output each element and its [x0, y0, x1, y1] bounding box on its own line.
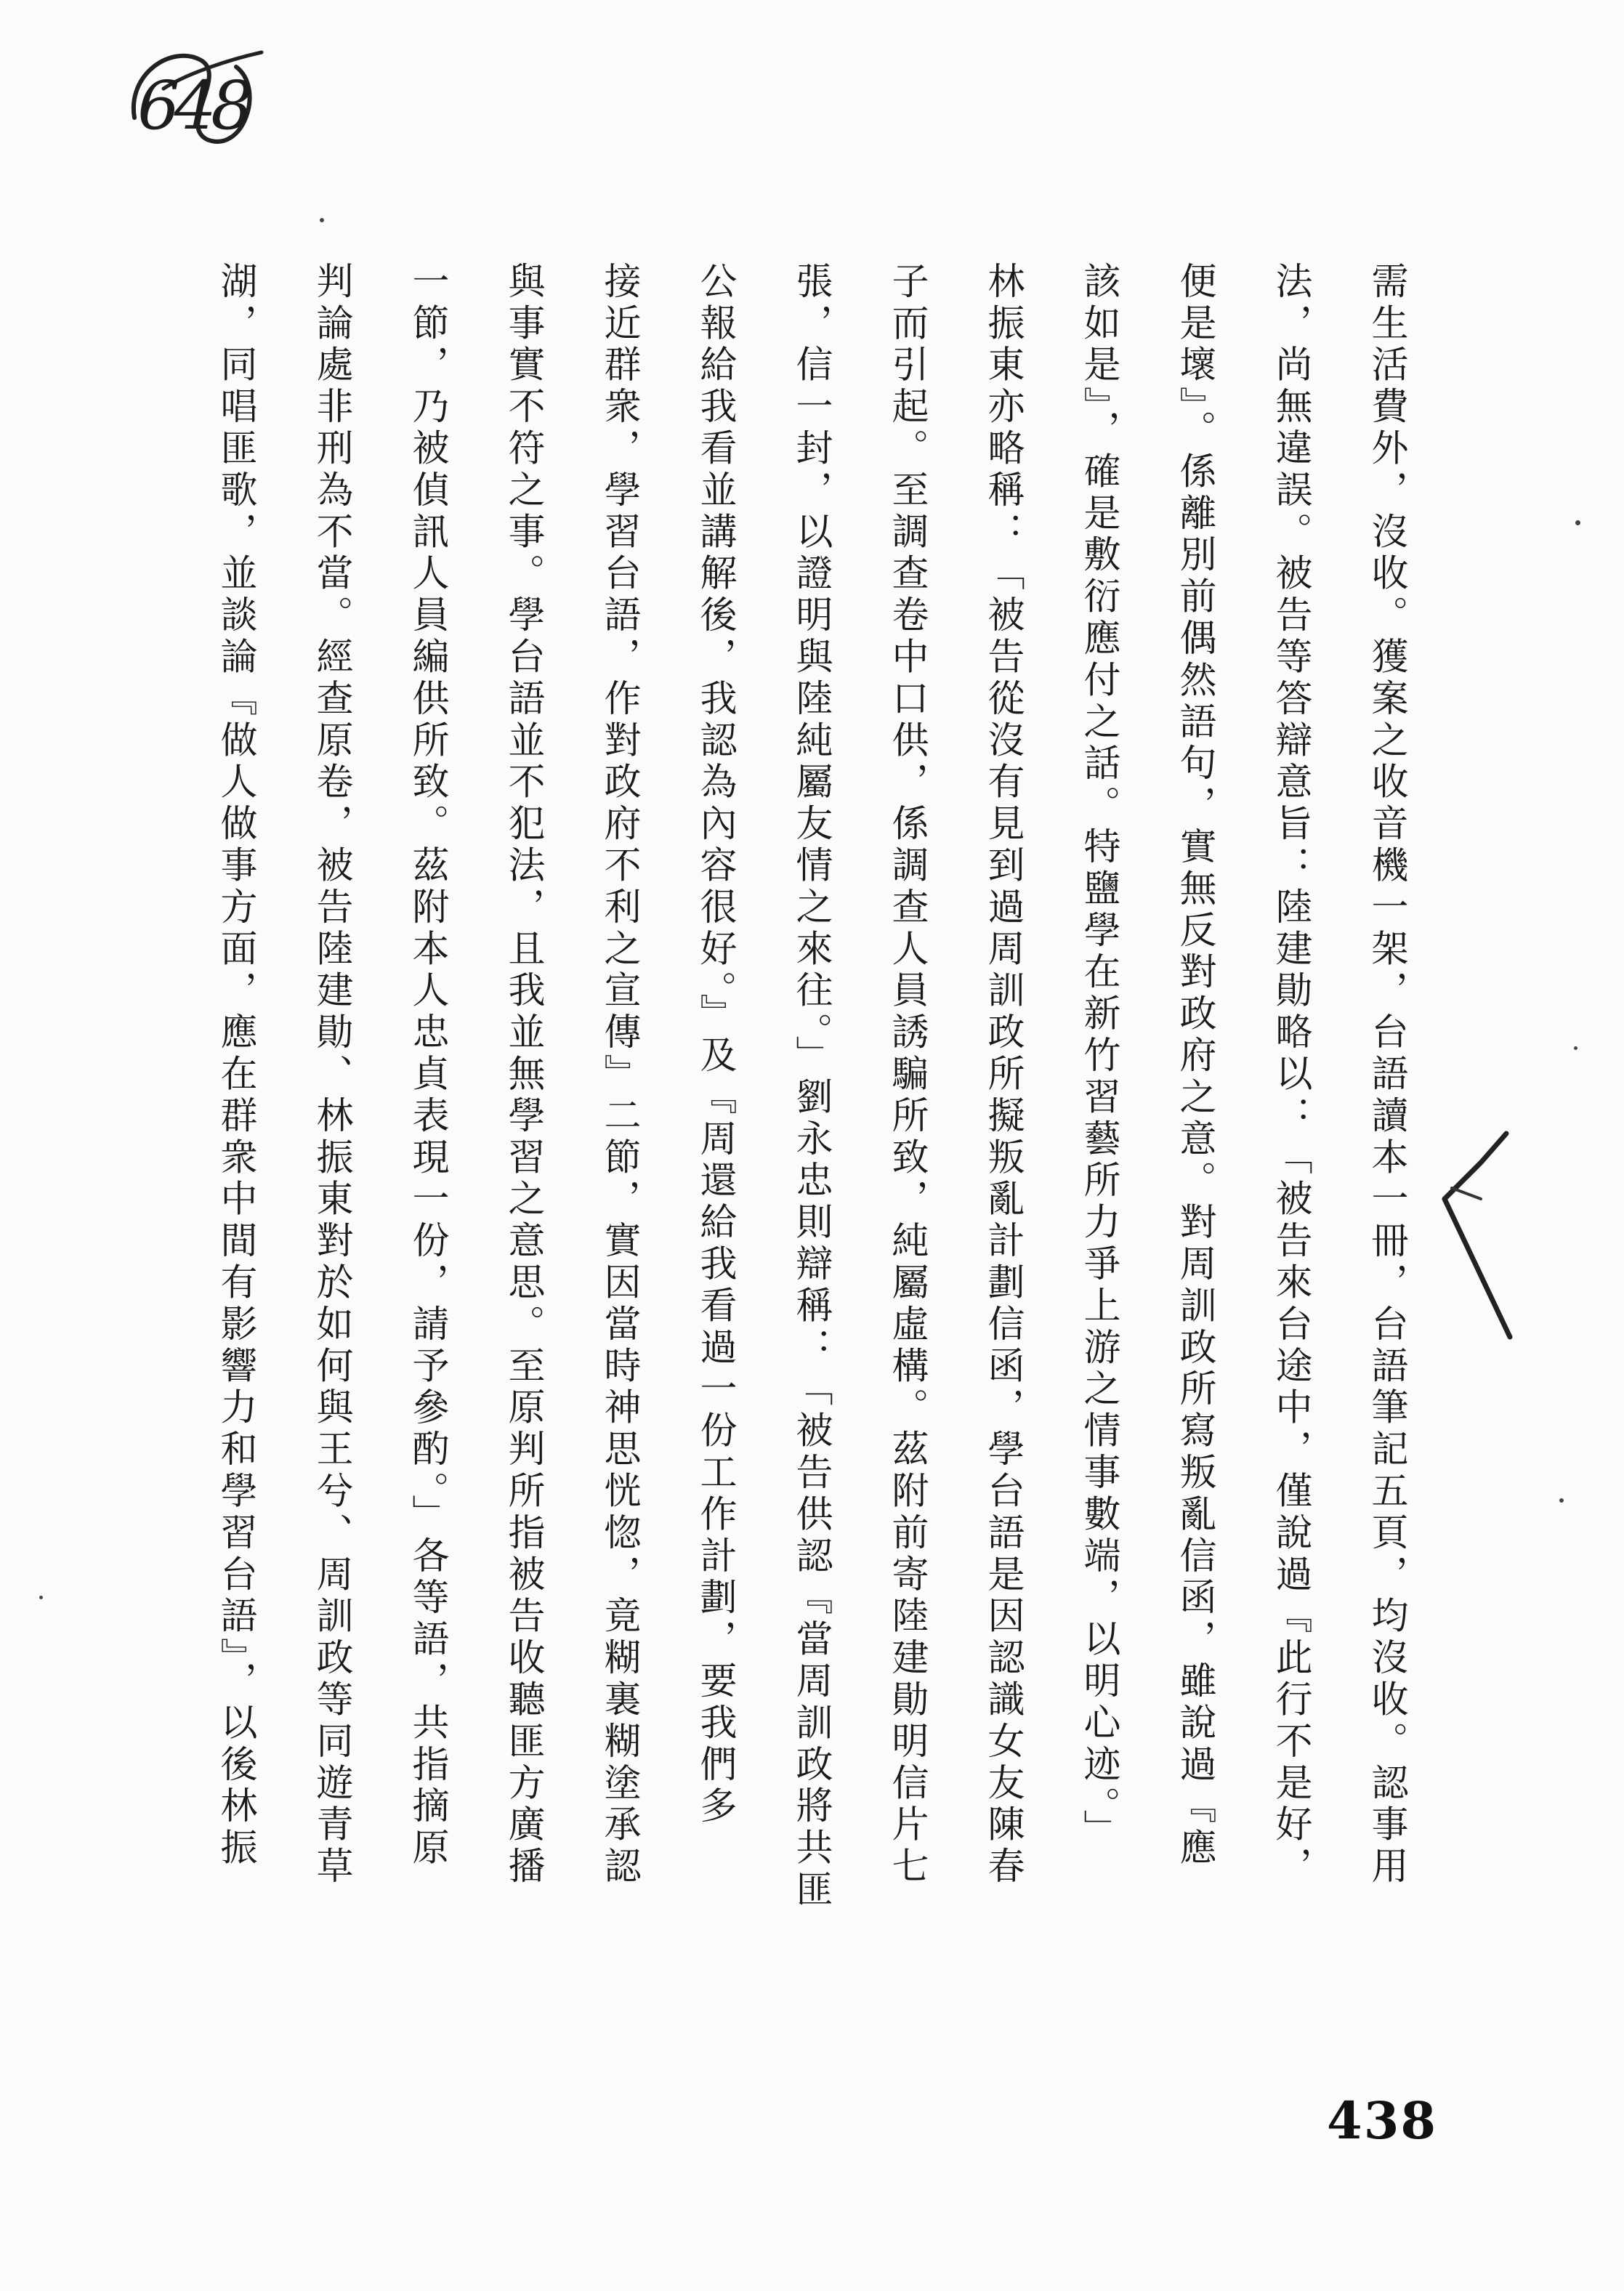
text-column: 便是壞』。係離別前偶然語句，實無反對政府之意。對周訓政所寫叛亂信函，雖說過『應: [1173, 262, 1216, 1870]
page-number: 438: [1327, 2090, 1438, 2151]
text-column: 公報給我看並講解後，我認為內容很好。』及『周還給我看過一份工作計劃，要我們多: [693, 262, 736, 1828]
text-column: 判論處非刑為不當。經查原卷，被告陸建勛、林振東對於如何與王兮、周訓政等同遊青草: [310, 262, 352, 1888]
text-column: 張，信一封，以證明與陸純屬友情之來往。」劉永忠則辯稱：「被告供認『當周訓政將共匪: [789, 262, 832, 1912]
text-column: 林振東亦略稱：「被告從沒有見到過周訓政所擬叛亂計劃信函，學台語是因認識女友陳春: [981, 262, 1024, 1888]
vertical-text-block: [184, 262, 1434, 2093]
margin-bracket-mark-icon: [1437, 1119, 1561, 1359]
text-column: 子而引起。至調查卷中口供，係調查人員誘騙所致，純屬虛構。茲附前寄陸建勛明信片七: [885, 262, 928, 1888]
text-column: 與事實不符之事。學台語並不犯法，且我並無學習之意思。至原判所指被告收聽匪方廣播: [501, 262, 544, 1888]
text-column: 接近群衆，學習台語，作對政府不利之宣傳』二節，實因當時神思恍惚，竟糊裏糊塗承認: [597, 262, 640, 1888]
text-column: 湖，同唱匪歌，並談論『做人做事方面，應在群衆中間有影響力和學習台語』，以後林振: [214, 262, 256, 1870]
scan-speck: [320, 218, 324, 222]
text-column: 一節，乃被偵訊人員編供所致。茲附本人忠貞表現一份，請予參酌。」各等語，共指摘原: [405, 262, 448, 1870]
scan-speck: [1574, 1046, 1577, 1050]
scan-speck: [39, 1596, 43, 1599]
scan-speck: [1575, 520, 1580, 525]
scan-speck: [1559, 1498, 1564, 1503]
handwritten-sheet-number: [120, 31, 272, 154]
text-column: 法，尚無違誤。被告等答辯意旨：陸建勛略以：「被告來台途中，僅說過『此行不是好，: [1269, 262, 1312, 1888]
text-column: 需生活費外，沒收。獲案之收音機一架，台語讀本一冊，台語筆記五頁，均沒收。認事用: [1365, 262, 1407, 1888]
sheet-number-text: 648: [137, 67, 248, 145]
text-column: 該如是』，確是敷衍應付之話。特鹽學在新竹習藝所力爭上游之情事數端，以明心迹。」: [1077, 262, 1120, 1851]
